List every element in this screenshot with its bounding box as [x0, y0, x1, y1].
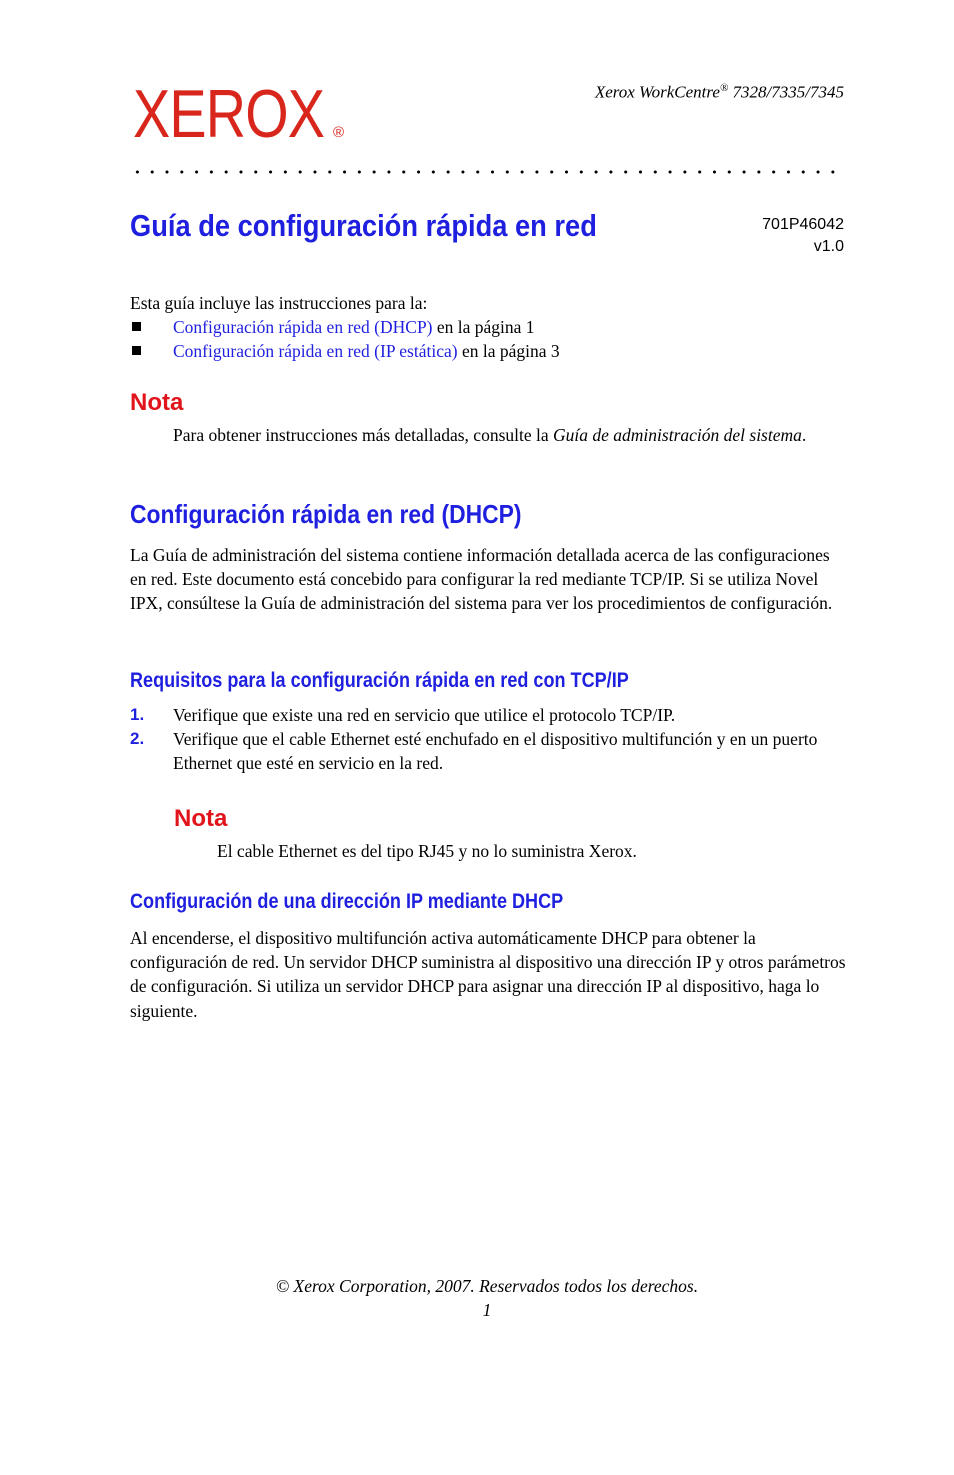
link-dhcp-setup[interactable]: Configuración rápida en red (DHCP) — [173, 317, 433, 337]
product-models: 7328/7335/7345 — [728, 82, 844, 102]
requirements-heading: Requisitos para la configuración rápida en red con TCP/IP — [130, 669, 629, 692]
note-text-2: El cable Ethernet es del tipo RJ45 y no lo suministra Xerox. — [217, 841, 637, 861]
document-version: v1.0 — [813, 238, 844, 255]
note-heading: Nota — [130, 389, 184, 416]
note-heading-2: Nota — [174, 805, 228, 832]
note-text-start: Para obtener instrucciones más detalladas, consulte la — [173, 425, 554, 445]
dotted-divider — [130, 170, 846, 174]
product-name — [595, 82, 844, 103]
step-number: 1. — [130, 705, 145, 724]
logo-registered-mark: ® — [333, 124, 345, 141]
note-text — [173, 423, 833, 447]
contents-list — [130, 315, 850, 363]
square-bullet-icon — [132, 322, 141, 331]
product-registered-mark: ® — [719, 82, 729, 94]
list-item — [130, 315, 850, 339]
page-reference: en la página 1 — [432, 317, 535, 337]
step-text: Verifique que el cable Ethernet esté enchufado en el dispositivo multifunción y en un puerto Ethernet que esté en servicio en la red. — [173, 729, 818, 774]
square-bullet-icon — [132, 346, 141, 355]
note-reference-title: Guía de administración del sistema — [553, 425, 802, 445]
step-number: 2. — [130, 729, 145, 749]
list-item — [130, 339, 850, 363]
list-item — [130, 727, 850, 775]
section-heading-dhcp: Configuración rápida en red (DHCP) — [130, 499, 522, 529]
ip-config-heading: Configuración de una dirección IP mediante DHCP — [130, 890, 564, 913]
copyright-notice: © Xerox Corporation, 2007. Reservados todos los derechos. — [275, 1276, 699, 1296]
document-number-block — [762, 214, 844, 258]
page-number: 1 — [482, 1300, 492, 1320]
link-static-ip-setup[interactable]: Configuración rápida en red (IP estática) — [173, 341, 458, 362]
section-dhcp-paragraph: La Guía de administración del sistema contiene información detallada acerca de las configuraciones en red. Este documento está concebido para configurar la red mediante TCP/IP. Si se utiliza Novel IPX, consúltese la Guía de administración del sistema para ver los procedimientos de configuración. — [130, 545, 833, 614]
page-footer — [0, 1274, 954, 1322]
list-item — [130, 703, 850, 727]
logo-wordmark: XEROX — [133, 76, 325, 152]
page-reference: en la página 3 — [457, 341, 560, 362]
note-text-end: . — [801, 425, 807, 445]
requirements-steps — [130, 703, 850, 776]
product-prefix: Xerox WorkCentre — [594, 82, 720, 102]
step-text: Verifique que existe una red en servicio que utilice el protocolo TCP/IP. — [173, 705, 676, 725]
ip-config-paragraph: Al encenderse, el dispositivo multifunción activa automáticamente DHCP para obtener la configuración de red. Un servidor DHCP suministra al dispositivo una dirección IP y otros parámetros de configuración. Si utiliza un servidor DHCP para asignar una dirección IP al dispositivo, haga lo siguiente. — [130, 928, 846, 1021]
document-title: Guía de configuración rápida en red — [130, 208, 597, 243]
document-number: 701P46042 — [762, 216, 844, 233]
intro-text: Esta guía incluye las instrucciones para la: — [130, 293, 428, 313]
